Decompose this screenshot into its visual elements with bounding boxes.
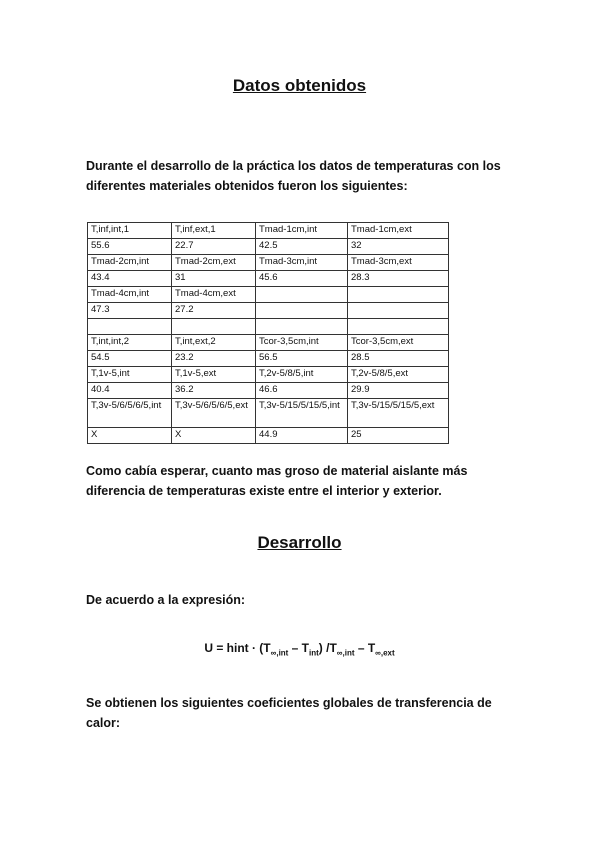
- formula-subscript: ∞,int: [336, 648, 355, 658]
- table-cell: 54.5: [88, 351, 172, 367]
- table-cell: 46.6: [256, 383, 348, 399]
- table-cell: 36.2: [172, 383, 256, 399]
- formula-subscript: ∞,int: [270, 648, 289, 658]
- formula-part: ) /T: [318, 641, 337, 655]
- table-cell: 43.4: [88, 271, 172, 287]
- table-cell: T,int,int,2: [88, 335, 172, 351]
- table-row: [88, 428, 449, 444]
- table-cell: Tmad-3cm,ext: [348, 255, 449, 271]
- table-cell: [256, 319, 348, 335]
- table-cell: [88, 319, 172, 335]
- table-cell: 22.7: [172, 239, 256, 255]
- formula: [0, 641, 599, 657]
- intro-paragraph: Durante el desarrollo de la práctica los datos de temperaturas con los diferentes materiales obtenidos fueron los siguientes:: [86, 159, 501, 193]
- table-row: [88, 271, 449, 287]
- table-cell: 29.9: [348, 383, 449, 399]
- table-cell: T,2v-5/8/5,ext: [348, 367, 449, 383]
- conclusion-paragraph: Como cabía esperar, cuanto mas groso de material aislante más diferencia de temperaturas existe entre el interior y exterior.: [86, 464, 468, 498]
- table-cell: T,3v-5/6/5/6/5,ext: [172, 399, 256, 428]
- table-cell: T,1v-5,ext: [172, 367, 256, 383]
- table-cell: T,3v-5/15/5/15/5,int: [256, 399, 348, 428]
- section-title-desarrollo: Desarrollo: [257, 533, 342, 552]
- table-cell: 44.9: [256, 428, 348, 444]
- table-row: [88, 303, 449, 319]
- table-cell: 28.5: [348, 351, 449, 367]
- table-cell: [348, 303, 449, 319]
- formula-part: U = hint · (T: [204, 641, 271, 655]
- table-cell: T,3v-5/6/5/6/5,int: [88, 399, 172, 428]
- table-cell: 40.4: [88, 383, 172, 399]
- table-cell: Tmad-2cm,ext: [172, 255, 256, 271]
- table-cell: 55.6: [88, 239, 172, 255]
- table-cell: T,int,ext,2: [172, 335, 256, 351]
- table-cell: 25: [348, 428, 449, 444]
- table-row: [88, 335, 449, 351]
- table-row: [88, 383, 449, 399]
- temperature-table: [87, 222, 449, 444]
- table-cell: [256, 287, 348, 303]
- table-cell: 45.6: [256, 271, 348, 287]
- table-row: [88, 223, 449, 239]
- table-row: [88, 399, 449, 428]
- section-title-datos: Datos obtenidos: [232, 76, 367, 95]
- table-row: [88, 319, 449, 335]
- formula-part: – T: [288, 641, 310, 655]
- formula-subscript: ∞,ext: [375, 648, 395, 658]
- table-cell: T,inf,int,1: [88, 223, 172, 239]
- table-cell: 56.5: [256, 351, 348, 367]
- formula-part: – T: [354, 641, 376, 655]
- table-cell: [348, 319, 449, 335]
- formula-subscript: int: [309, 648, 319, 658]
- table-row: [88, 367, 449, 383]
- table-cell: 31: [172, 271, 256, 287]
- table-cell: 27.2: [172, 303, 256, 319]
- table-cell: 47.3: [88, 303, 172, 319]
- table-row: [88, 351, 449, 367]
- table-cell: 23.2: [172, 351, 256, 367]
- table-cell: T,3v-5/15/5/15/5,ext: [348, 399, 449, 428]
- table-cell: T,2v-5/8/5,int: [256, 367, 348, 383]
- table-cell: X: [88, 428, 172, 444]
- table-cell: T,1v-5,int: [88, 367, 172, 383]
- table-cell: 28.3: [348, 271, 449, 287]
- table-row: [88, 239, 449, 255]
- table-cell: Tmad-4cm,int: [88, 287, 172, 303]
- table-cell: Tcor-3,5cm,int: [256, 335, 348, 351]
- table-cell: Tcor-3,5cm,ext: [348, 335, 449, 351]
- table-cell: [172, 319, 256, 335]
- table-cell: Tmad-2cm,int: [88, 255, 172, 271]
- table-cell: 42.5: [256, 239, 348, 255]
- table-cell: Tmad-3cm,int: [256, 255, 348, 271]
- table-cell: [256, 303, 348, 319]
- table-cell: [348, 287, 449, 303]
- table-cell: X: [172, 428, 256, 444]
- table-row: [88, 287, 449, 303]
- table-cell: Tmad-1cm,ext: [348, 223, 449, 239]
- table-row: [88, 255, 449, 271]
- table-cell: Tmad-1cm,int: [256, 223, 348, 239]
- expression-intro: De acuerdo a la expresión:: [86, 593, 246, 607]
- coefficients-paragraph: Se obtienen los siguientes coeficientes globales de transferencia de calor:: [86, 696, 492, 730]
- table-cell: T,inf,ext,1: [172, 223, 256, 239]
- table-cell: Tmad-4cm,ext: [172, 287, 256, 303]
- table-cell: 32: [348, 239, 449, 255]
